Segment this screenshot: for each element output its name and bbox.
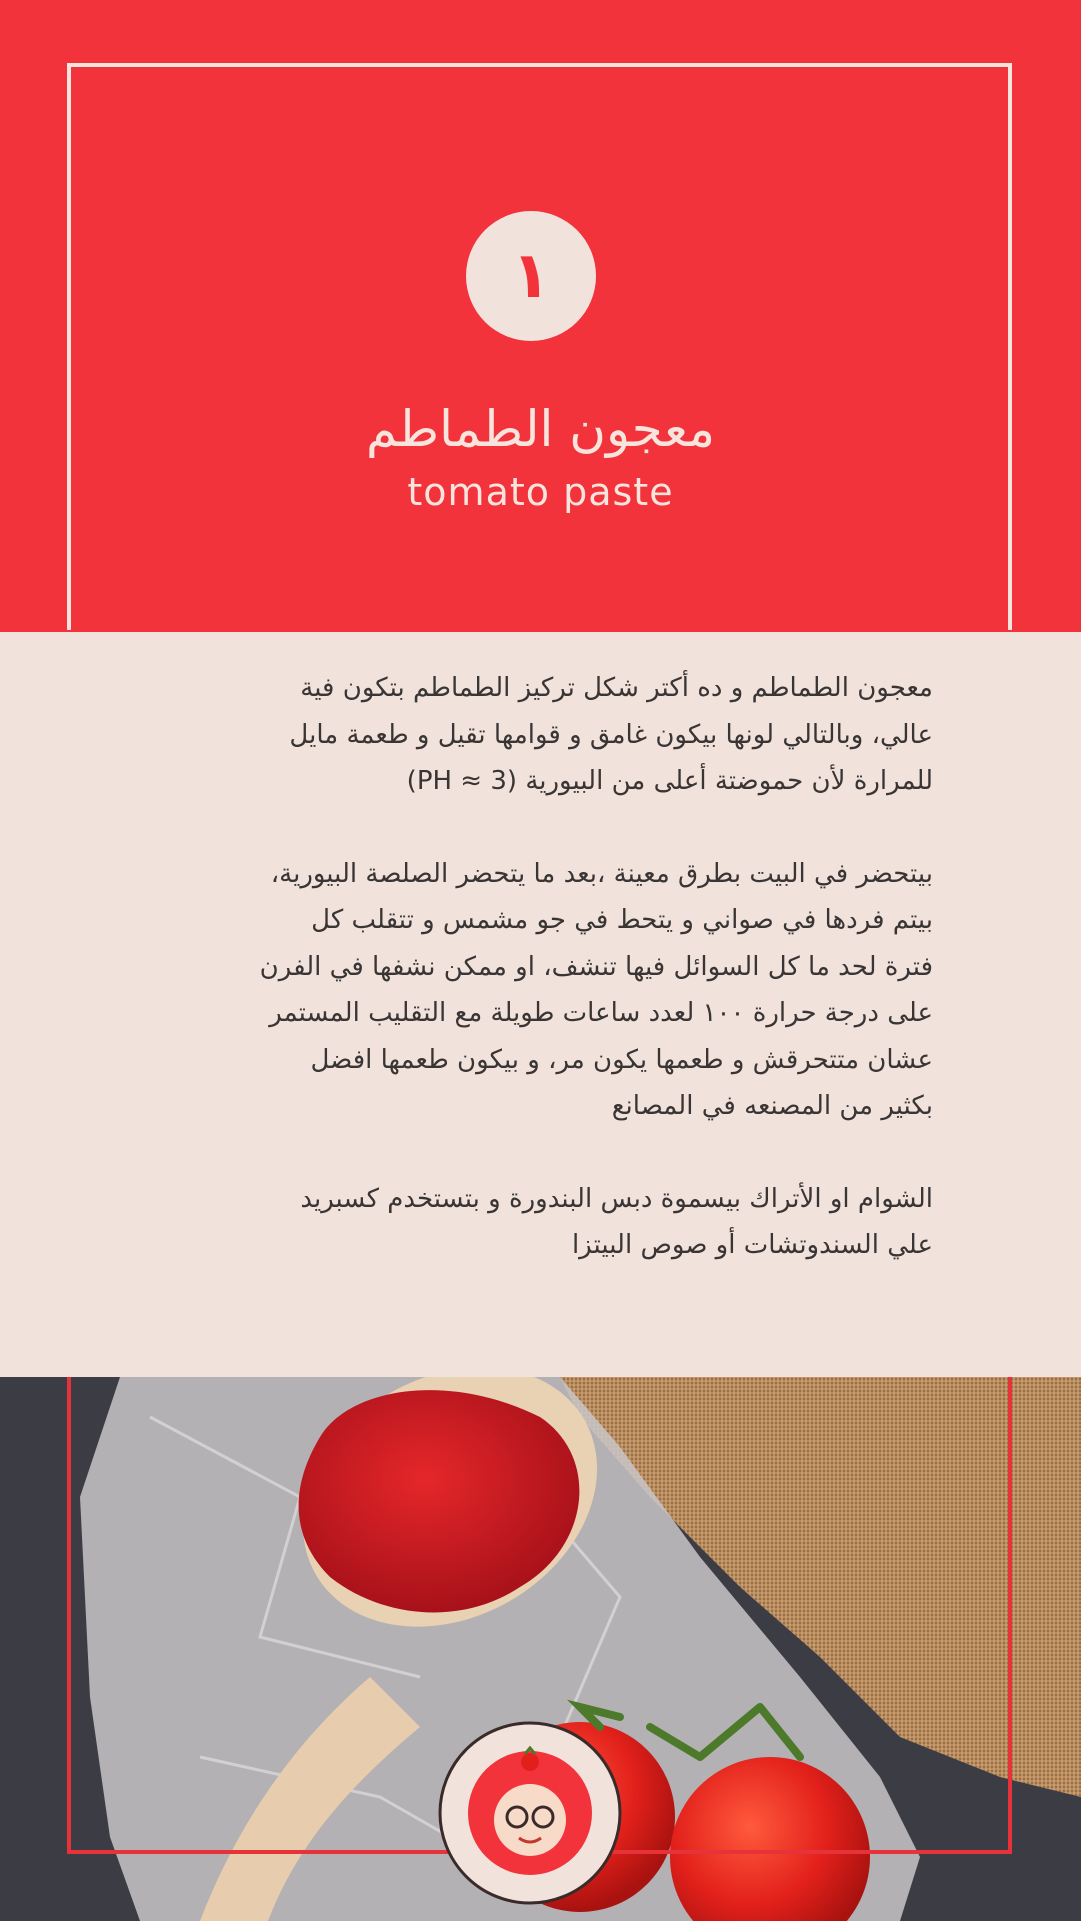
step-number-badge xyxy=(466,211,596,341)
decorative-frame-top xyxy=(67,63,1012,630)
title-arabic: معجون الطماطم xyxy=(366,400,715,458)
paragraph-3: الشوام او الأتراك بيسموة دبس البندورة و بتستخدم كسبريد علي السندوتشات أو صوص البيتزا xyxy=(300,1183,933,1260)
logo-emblem xyxy=(437,1720,623,1906)
description-text xyxy=(143,665,933,1315)
paragraph-2: بيتحضر في البيت بطرق معينة ،بعد ما يتحضر الصلصة البيورية، بيتم فردها في صواني و يتحط في جو مشمس و تتقلب كل فترة لحد ما كل السوائل فيها تنشف، او ممكن نشفها في الفرن على درجة حرارة ١٠٠ لعدد ساعات طويلة مع التقليب المستمر عشان متتحرقش و طعمها يكون مر، و بيكون طعمها افضل بكثير من المصنعه في المصانع xyxy=(259,858,933,1121)
title-english: tomato paste xyxy=(407,470,674,514)
paragraph-1: معجون الطماطم و ده أكتر شكل تركيز الطماطم بتكون فية عالي، وبالتالي لونها بيكون غامق و قوامها تقيل و طعمة مايل للمرارة لأن حموضتة أعلى من البيورية (PH ≈ 3) xyxy=(289,673,933,796)
granny-saucery-logo xyxy=(437,1720,623,1906)
step-number: ١ xyxy=(511,239,551,313)
